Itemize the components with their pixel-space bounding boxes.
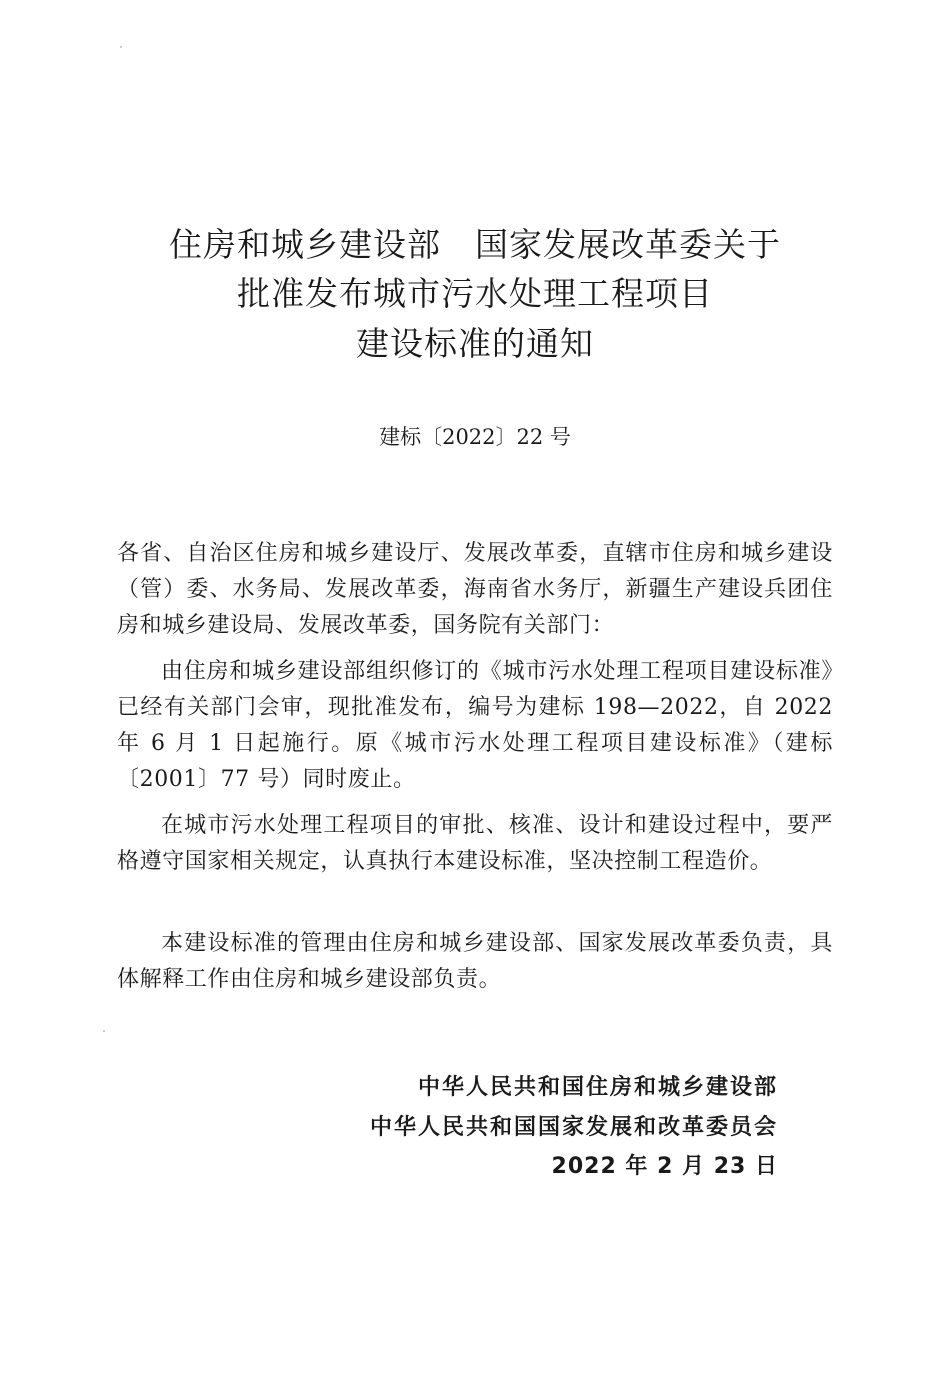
body-paragraph-1: 由住房和城乡建设部组织修订的《城市污水处理工程项目建设标准》已经有关部门会审，现批准发布，编号为建标 198—2022，自 2022 年 6 月 1 日起施行。原《城市污水处理工程项目建设标准》（建标〔2001〕77 号）同时废止。: [117, 659, 833, 792]
scan-speck: [103, 1030, 105, 1032]
notice-title-line-3: 建设标准的通知: [356, 324, 594, 363]
signature-date: 2022 年 2 月 23 日: [551, 1154, 778, 1179]
notice-title-line-1: 住房和城乡建设部 国家发展改革委关于: [169, 225, 781, 264]
scan-speck: [120, 46, 122, 48]
addressee-paragraph: 各省、自治区住房和城乡建设厅、发展改革委，直辖市住房和城乡建设（管）委、水务局、发展改革委，海南省水务厅，新疆生产建设兵团住房和城乡建设局、发展改革委，国务院有关部门：: [117, 541, 833, 638]
signature-ndrc: 中华人民共和国国家发展和改革委员会: [369, 1115, 778, 1140]
signature-ministry-housing: 中华人民共和国住房和城乡建设部: [417, 1075, 778, 1100]
body-paragraph-2: 在城市污水处理工程项目的审批、核准、设计和建设过程中，要严格遵守国家相关规定，认真执行本建设标准，坚决控制工程造价。: [117, 813, 833, 874]
body-paragraph-3: 本建设标准的管理由住房和城乡建设部、国家发展改革委负责，具体解释工作由住房和城乡建设部负责。: [117, 931, 833, 992]
document-number: 建标〔2022〕22 号: [379, 425, 571, 449]
notice-title-line-2: 批准发布城市污水处理工程项目: [237, 274, 713, 313]
